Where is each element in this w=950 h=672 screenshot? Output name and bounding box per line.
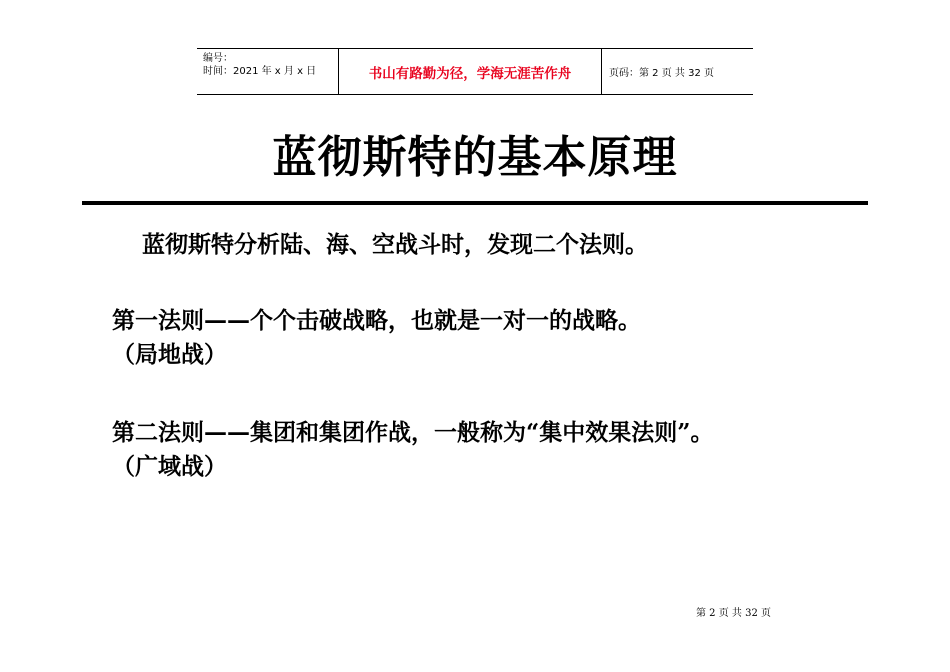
law-one-note: （局地战） — [112, 341, 227, 368]
header-motto: 书山有路勤为径，学海无涯苦作舟 — [338, 49, 602, 94]
document-header — [197, 48, 753, 95]
law-one-text: 第一法则——个个击破战略，也就是一对一的战略。 — [112, 307, 641, 334]
law-two-text: 第二法则——集团和集团作战，一般称为“集中效果法则”。 — [112, 419, 714, 446]
page-footer: 第 2 页 共 32 页 — [696, 608, 771, 619]
header-meta — [197, 49, 338, 94]
page-title: 蓝彻斯特的基本原理 — [272, 132, 678, 183]
law-two-note: （广域战） — [112, 453, 227, 480]
title-divider — [82, 201, 868, 205]
serial-number-label: 编号： — [203, 53, 233, 64]
date-label: 时间：2021 年 x 月 x 日 — [203, 66, 317, 77]
intro-paragraph: 蓝彻斯特分析陆、海、空战斗时，发现二个法则。 — [142, 231, 648, 258]
header-page-code: 页码：第 2 页 共 32 页 — [609, 68, 714, 79]
